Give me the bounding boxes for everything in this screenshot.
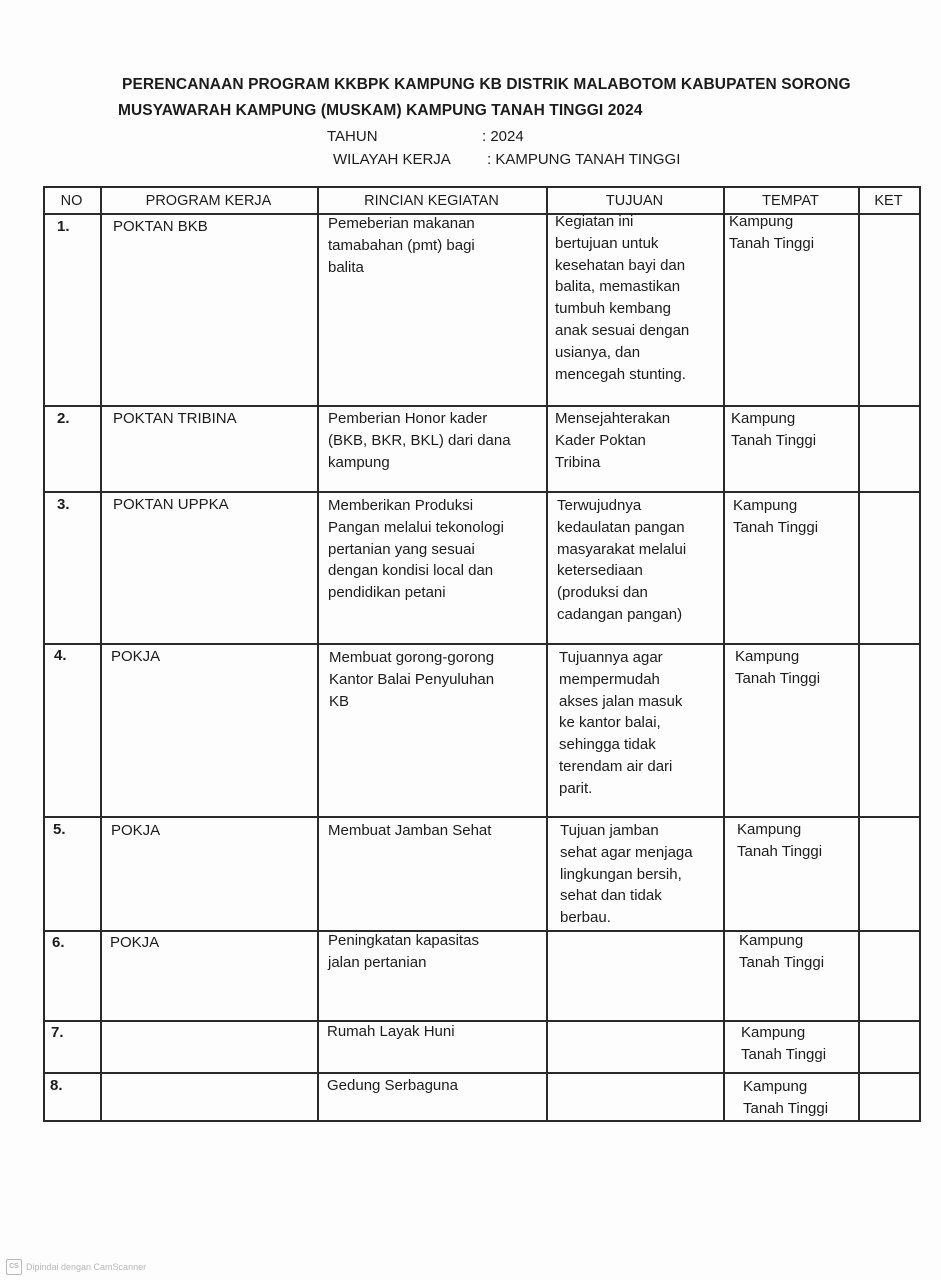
scanner-watermark-text: Dipindai dengan CamScanner: [26, 1262, 147, 1272]
row-8-rincian: Gedung Serbaguna: [327, 1077, 458, 1094]
row-8-tempat: Kampung Tanah Tinggi: [743, 1078, 829, 1117]
row-6-rincian: Peningkatan kapasitas jalan pertanian: [328, 932, 479, 971]
row-5-program: POKJA: [111, 822, 161, 839]
row-5-tujuan: Tujuan jamban sehat agar menjaga lingkungan bersih, sehat dan tidak berbau.: [560, 822, 693, 927]
header-program: PROGRAM KERJA: [145, 193, 272, 209]
program-table: [43, 186, 921, 1122]
row-5-tempat: Kampung Tanah Tinggi: [737, 821, 823, 860]
row-6-tempat: Kampung Tanah Tinggi: [739, 932, 825, 971]
row-7-rincian: Rumah Layak Huni: [327, 1023, 455, 1040]
row-1-program: POKTAN BKB: [113, 218, 208, 235]
scanner-watermark: [6, 1259, 146, 1275]
row-2-rincian: Pemberian Honor kader (BKB, BKR, BKL) dari dana kampung: [328, 410, 511, 471]
row-2-no: 2.: [57, 410, 70, 427]
row-8-no: 8.: [50, 1077, 63, 1094]
row-4-no: 4.: [54, 647, 67, 664]
row-1-no: 1.: [57, 218, 70, 235]
wilayah-value: : KAMPUNG TANAH TINGGI: [487, 151, 681, 168]
row-5-no: 5.: [53, 821, 66, 838]
camscanner-logo-icon: CS: [6, 1259, 22, 1275]
wilayah-label: WILAYAH KERJA: [333, 151, 451, 168]
row-4-program: POKJA: [111, 648, 161, 665]
row-7-tempat: Kampung Tanah Tinggi: [741, 1024, 827, 1063]
row-3-tujuan: Terwujudnya kedaulatan pangan masyarakat melalui ketersediaan (produksi dan cadangan pangan): [557, 497, 687, 623]
row-2-tujuan: Mensejahterakan Kader Poktan Tribina: [555, 410, 671, 471]
row-5-rincian: Membuat Jamban Sehat: [328, 822, 492, 839]
row-3-tempat: Kampung Tanah Tinggi: [733, 497, 819, 536]
header-tujuan: TUJUAN: [605, 193, 664, 209]
row-4-tujuan: Tujuannya agar mempermudah akses jalan masuk ke kantor balai, sehingga tidak terendam air dari parit.: [559, 649, 683, 797]
row-4-rincian: Membuat gorong-gorong Kantor Balai Penyuluhan KB: [329, 649, 495, 710]
tahun-label: TAHUN: [327, 128, 378, 145]
header-rincian: RINCIAN KEGIATAN: [364, 193, 499, 209]
row-7-no: 7.: [51, 1024, 64, 1041]
header-no: NO: [60, 193, 83, 209]
document-title: PERENCANAAN PROGRAM KKBPK KAMPUNG KB DISTRIK MALABOTOM KABUPATEN SORONG: [122, 76, 851, 93]
header-tempat: TEMPAT: [762, 193, 819, 209]
row-1-tempat: Kampung Tanah Tinggi: [729, 213, 815, 252]
row-4-tempat: Kampung Tanah Tinggi: [735, 648, 821, 687]
row-6-program: POKJA: [110, 934, 160, 951]
row-3-no: 3.: [57, 496, 70, 513]
row-6-no: 6.: [52, 934, 65, 951]
row-2-tempat: Kampung Tanah Tinggi: [731, 410, 817, 449]
header-ket: KET: [874, 193, 903, 209]
document-subtitle: MUSYAWARAH KAMPUNG (MUSKAM) KAMPUNG TANAH TINGGI 2024: [118, 102, 643, 119]
row-3-program: POKTAN UPPKA: [113, 496, 229, 513]
row-1-tujuan: Kegiatan ini bertujuan untuk kesehatan bayi dan balita, memastikan tumbuh kembang anak sesuai dengan usianya, dan mencegah stunting.: [555, 213, 690, 383]
row-2-program: POKTAN TRIBINA: [113, 410, 237, 427]
tahun-value: : 2024: [482, 128, 524, 145]
row-1-rincian: Pemeberian makanan tamabahan (pmt) bagi balita: [328, 215, 475, 276]
row-3-rincian: Memberikan Produksi Pangan melalui tekonologi pertanian yang sesuai dengan kondisi local dan pendidikan petani: [328, 497, 504, 602]
